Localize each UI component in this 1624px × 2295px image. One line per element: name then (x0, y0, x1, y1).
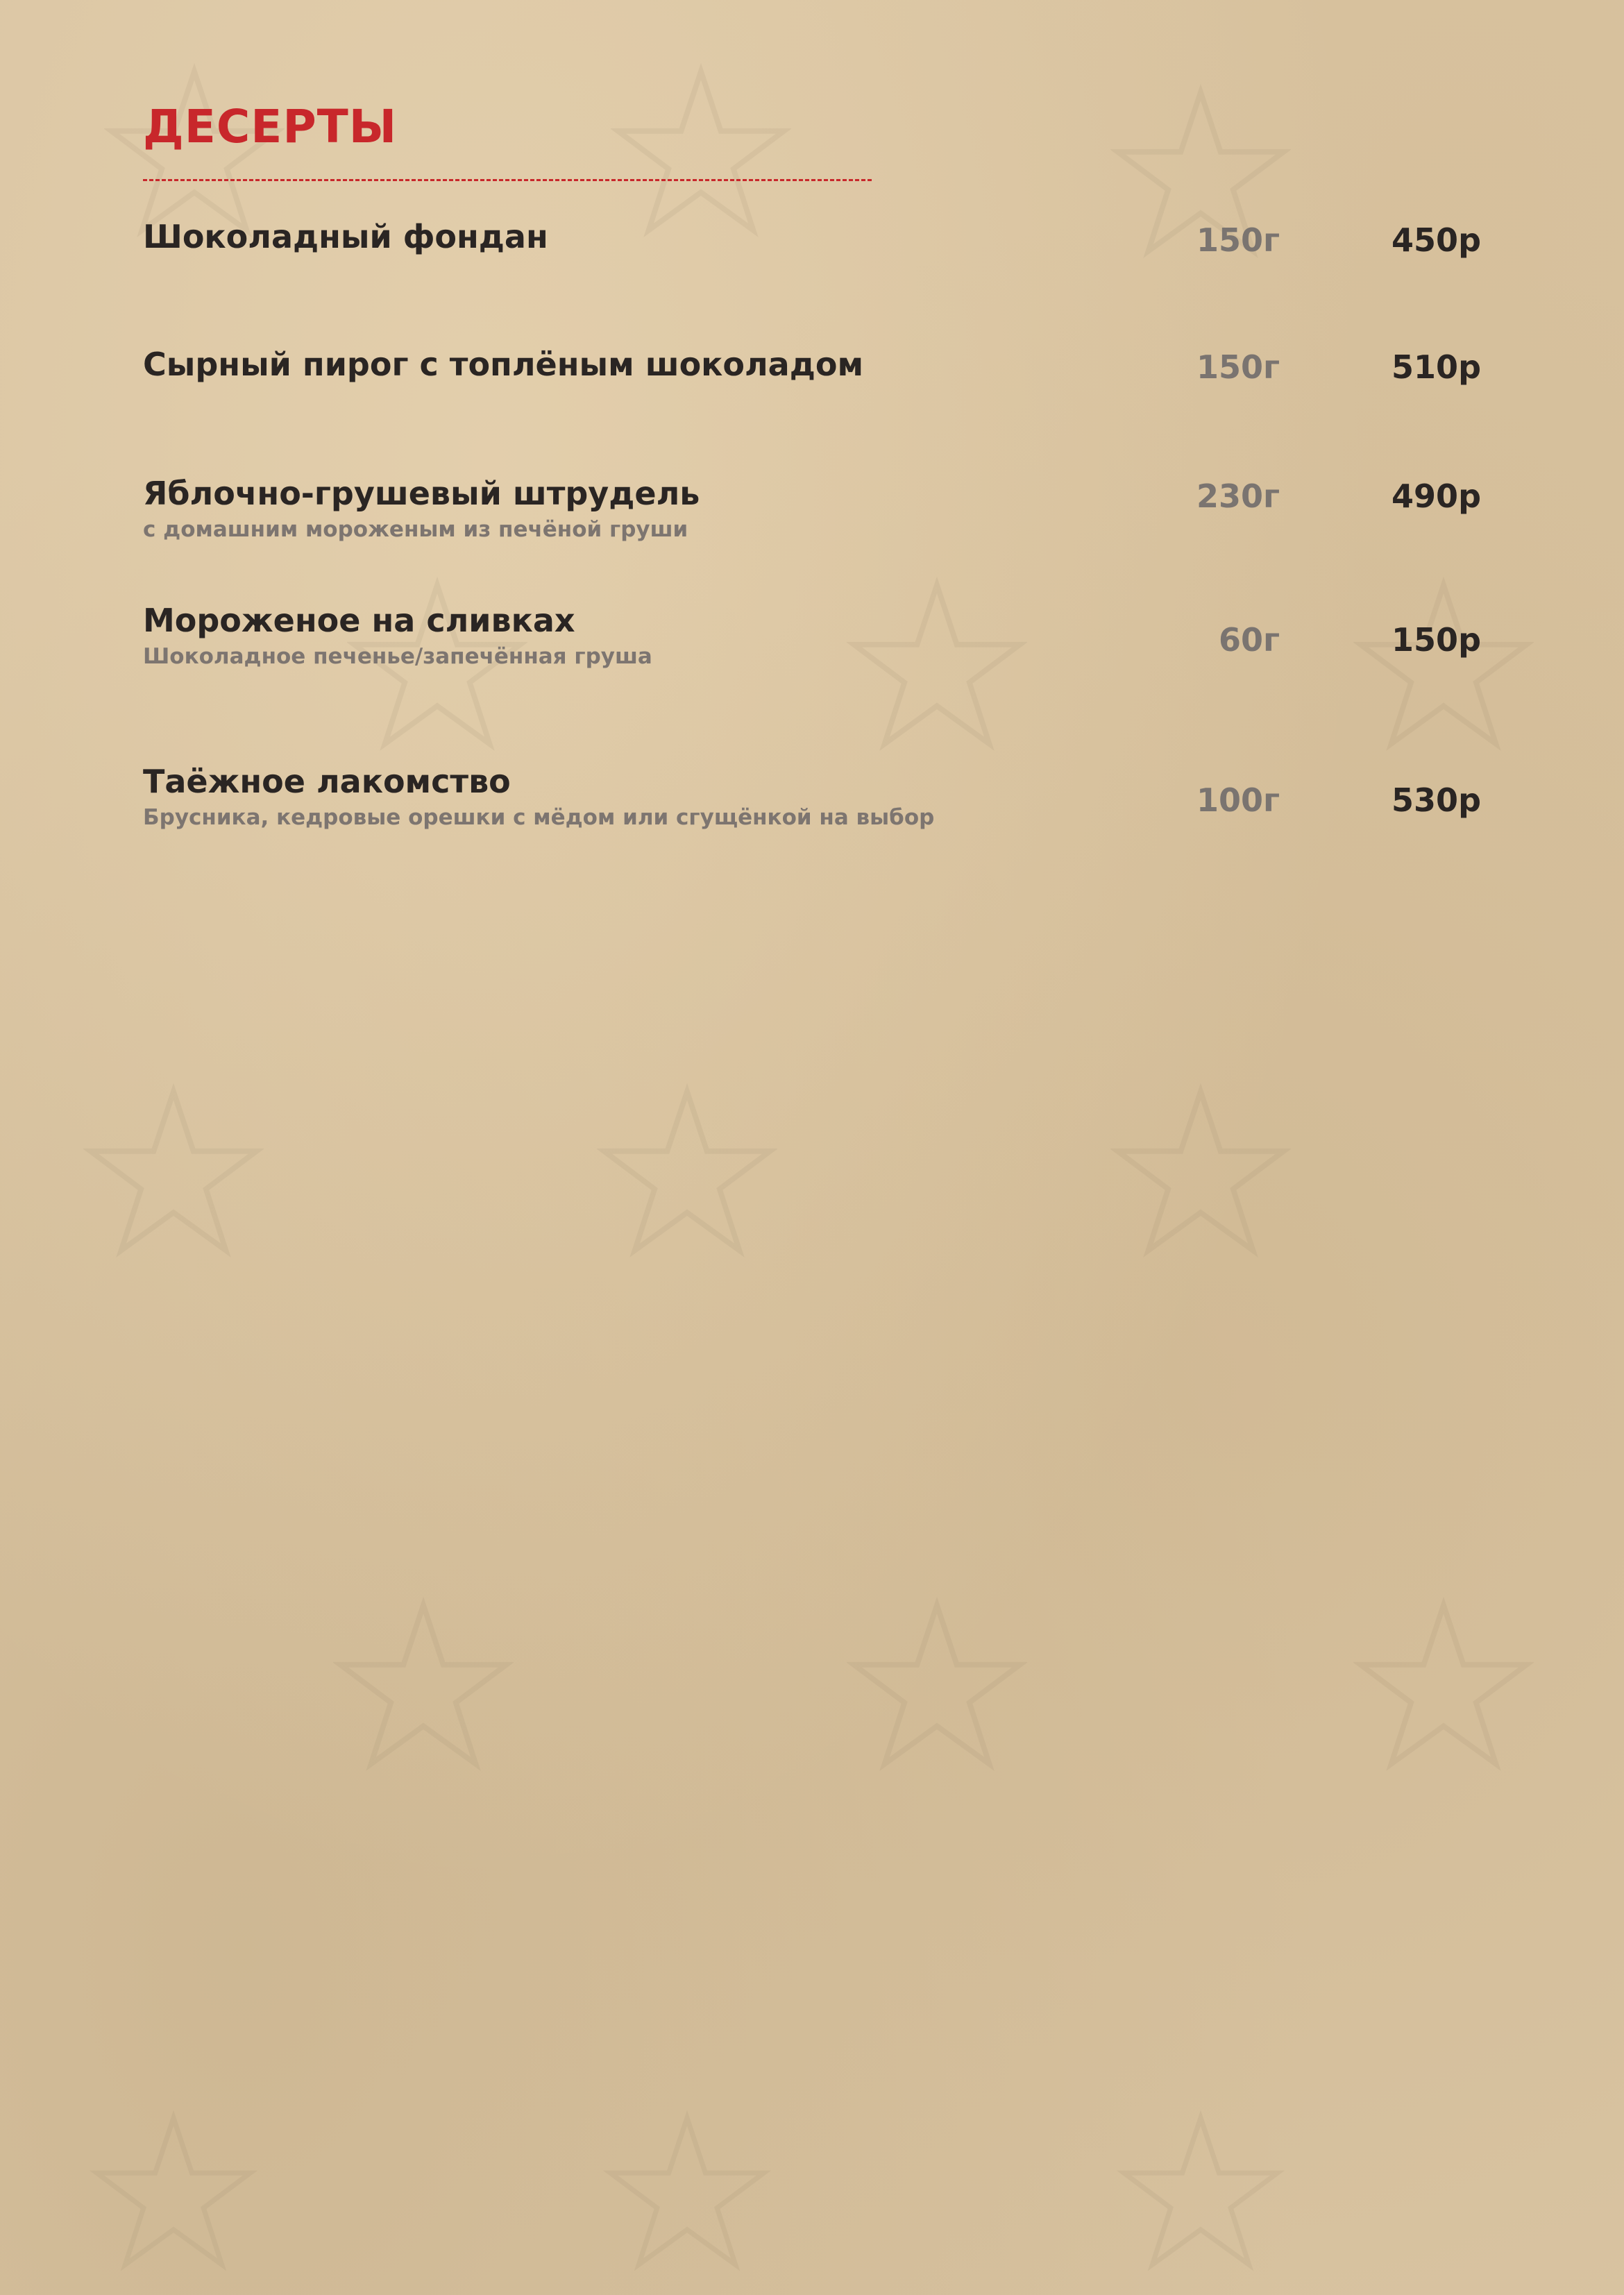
item-weight: 100г (1196, 781, 1280, 819)
menu-item (143, 604, 1481, 702)
title-divider (143, 179, 872, 181)
menu-item (143, 477, 1481, 575)
watermark-star-icon (597, 1083, 777, 1263)
menu-item (143, 348, 1481, 446)
section-title: ДЕСЕРТЫ (143, 100, 398, 153)
item-weight: 60г (1218, 621, 1280, 659)
watermark-star-icon (1353, 1596, 1534, 1777)
item-description: Шоколадное печенье/запечённая груша (143, 644, 652, 669)
item-name: Сырный пирог с топлёным шоколадом (143, 346, 864, 383)
item-weight: 150г (1196, 221, 1280, 259)
watermark-star-icon (611, 62, 791, 243)
item-price: 510р (1392, 348, 1481, 386)
watermark-star-icon (597, 2110, 777, 2276)
watermark-star-icon (847, 1596, 1027, 1777)
watermark-star-icon (333, 1596, 514, 1777)
watermark-star-icon (83, 2110, 264, 2276)
item-name: Таёжное лакомство (143, 763, 511, 800)
item-description: с домашним мороженым из печёной груши (143, 517, 688, 542)
item-weight: 150г (1196, 348, 1280, 386)
item-description: Брусника, кедровые орешки с мёдом или сгущёнкой на выбор (143, 805, 935, 830)
item-price: 150р (1392, 621, 1481, 659)
item-weight: 230г (1196, 477, 1280, 515)
menu-item (143, 218, 1481, 318)
item-price: 490р (1392, 477, 1481, 515)
menu-item (143, 765, 1481, 863)
item-name: Шоколадный фондан (143, 218, 548, 255)
item-price: 450р (1392, 221, 1481, 259)
item-name: Мороженое на сливках (143, 602, 575, 639)
item-price: 530р (1392, 781, 1481, 819)
watermark-star-icon (1110, 2110, 1291, 2276)
watermark-star-icon (1110, 1083, 1291, 1263)
item-name: Яблочно-грушевый штрудель (143, 475, 700, 512)
watermark-star-icon (83, 1083, 264, 1263)
